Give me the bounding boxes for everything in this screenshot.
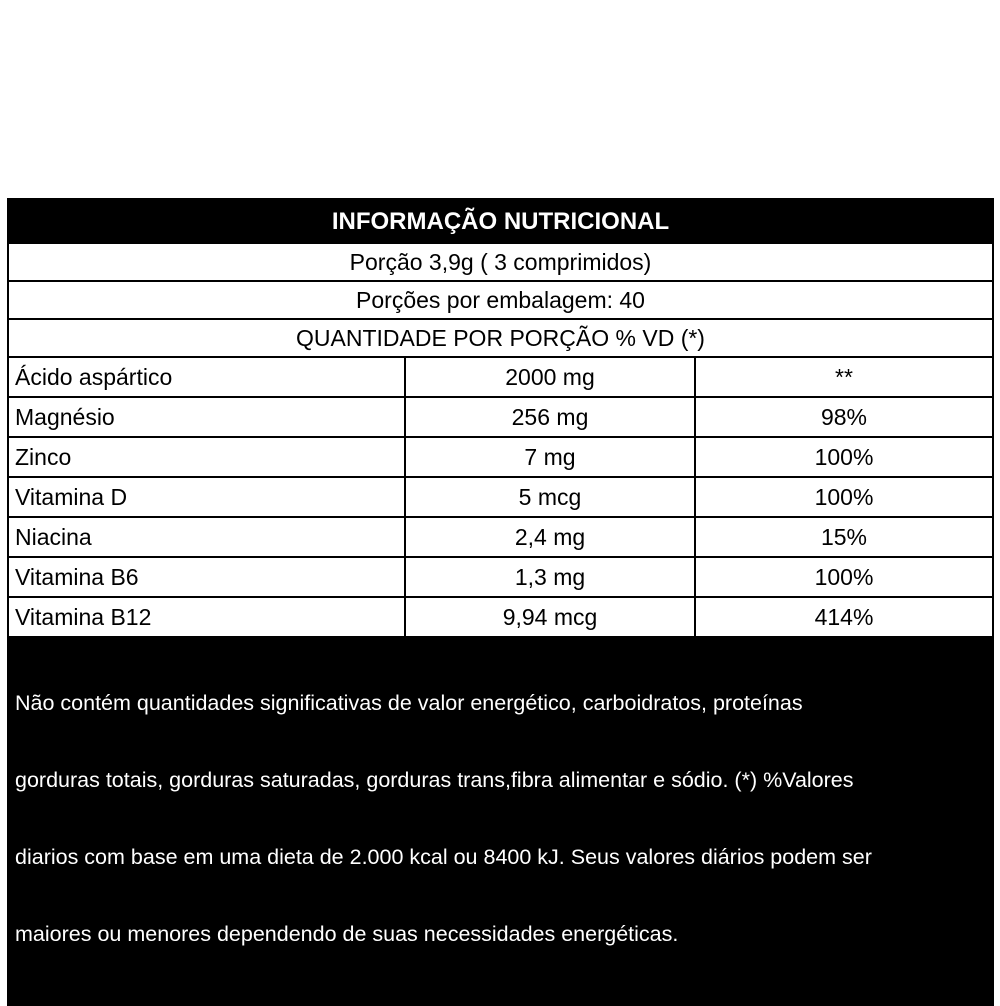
nutrient-name: Zinco: [9, 438, 406, 476]
nutrient-amount: 9,94 mcg: [406, 598, 696, 636]
footnote-line: Não contém quantidades significativas de valor energético, carboidratos, proteínas: [15, 690, 803, 715]
nutrient-daily-value: 100%: [814, 563, 874, 590]
quantity-header: QUANTIDADE POR PORÇÃO % VD (*): [9, 320, 992, 358]
nutrient-name: Ácido aspártico: [9, 358, 406, 396]
servings-per-package: Porções por embalagem: 40: [9, 282, 992, 320]
table-row: [9, 478, 992, 518]
nutrient-daily-value: 100%: [814, 443, 874, 470]
nutrient-daily-value: **: [835, 363, 853, 390]
table-row: [9, 438, 992, 478]
nutrient-amount: 2,4 mg: [406, 518, 696, 556]
nutrient-daily-value: 414%: [814, 603, 874, 630]
nutrient-daily-value: 100%: [814, 483, 874, 510]
table-row: [9, 598, 992, 638]
nutrition-facts-table: [7, 198, 994, 1006]
footnote-line: gorduras totais, gorduras saturadas, gorduras trans,fibra alimentar e sódio. (*) %Valores: [15, 767, 854, 792]
portion-size: Porção 3,9g ( 3 comprimidos): [9, 244, 992, 282]
table-title: INFORMAÇÃO NUTRICIONAL: [9, 200, 992, 244]
footnote-line: maiores ou menores dependendo de suas necessidades energéticas.: [15, 921, 679, 946]
nutrient-amount: 5 mcg: [406, 478, 696, 516]
nutrient-amount: 2000 mg: [406, 358, 696, 396]
nutrient-name: Vitamina B12: [9, 598, 406, 636]
nutrient-name: Magnésio: [9, 398, 406, 436]
nutrient-daily-value: 98%: [820, 403, 868, 430]
table-row: [9, 518, 992, 558]
nutrient-name: Niacina: [9, 518, 406, 556]
nutrient-amount: 256 mg: [406, 398, 696, 436]
nutrient-amount: 1,3 mg: [406, 558, 696, 596]
nutrient-amount: 7 mg: [406, 438, 696, 476]
table-row: [9, 558, 992, 598]
footnote: [9, 638, 992, 1004]
nutrient-name: Vitamina B6: [9, 558, 406, 596]
nutrient-name: Vitamina D: [9, 478, 406, 516]
footnote-line: diarios com base em uma dieta de 2.000 kcal ou 8400 kJ. Seus valores diários podem ser: [15, 844, 872, 869]
nutrient-daily-value: 15%: [820, 523, 868, 550]
table-row: [9, 398, 992, 438]
table-row: [9, 358, 992, 398]
